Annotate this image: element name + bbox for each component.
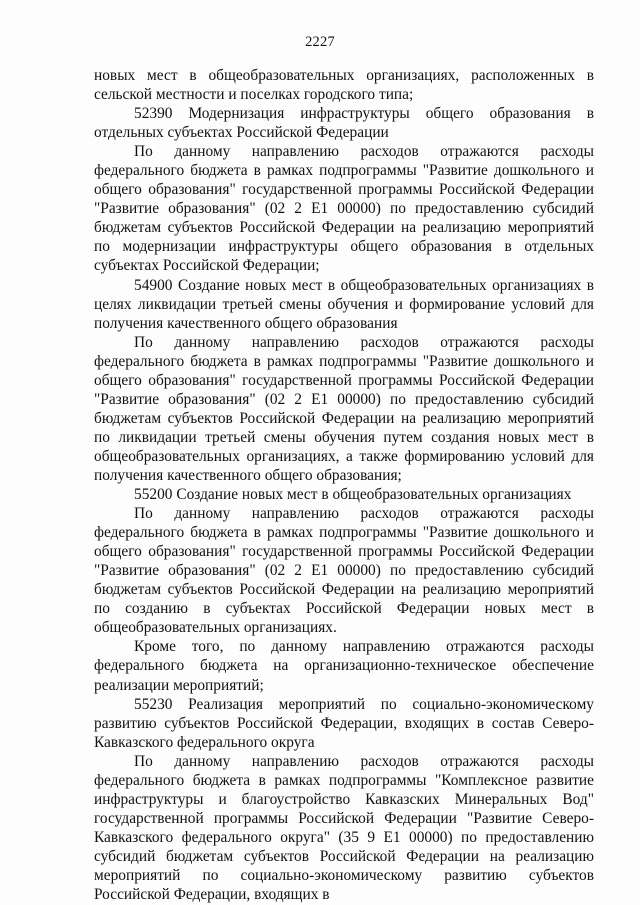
paragraph-description-55230: По данному направлению расходов отражаются расходы федерального бюджета в рамках подпрограммы "Комплексное развитие инфраструктуры и благоустройство Кавказских Минеральных Вод" государственной программы Российской Федерации "Развитие Северо-Кавказского федерального округа" (35 9 Е1 00000) по предоставлению субсидий бюджетам субъектов Российской Федерации на реализацию мероприятий по социально-экономическому развитию субъектов Российской Федерации, входящих в [94,752,594,904]
paragraph-description-54900: По данному направлению расходов отражаются расходы федерального бюджета в рамках подпрограммы "Развитие дошкольного и общего образования" государственной программы Российской Федерации "Развитие образования" (02 2 Е1 00000) по предоставлению субсидий бюджетам субъектов Российской Федерации на реализацию мероприятий по ликвидации третьей смены обучения путем создания новых мест в общеобразовательных организациях, а также формированию условий для получения качественного общего образования; [94,333,594,484]
paragraph-description-52390: По данному направлению расходов отражаются расходы федерального бюджета в рамках подпрограммы "Развитие дошкольного и общего образования" государственной программы Российской Федерации "Развитие образования" (02 2 Е1 00000) по предоставлению субсидий бюджетам субъектов Российской Федерации на реализацию мероприятий по модернизации инфраструктуры общего образования в отдельных субъектах Российской Федерации; [94,143,594,275]
expense-code-heading-55230: 55230 Реализация мероприятий по социально-экономическому развитию субъектов Российской Федерации, входящих в состав Северо-Кавказского федерального округа [94,695,594,751]
paragraph-additional-55200: Кроме того, по данному направлению отражаются расходы федерального бюджета на организационно-техническое обеспечение реализации мероприятий; [94,638,594,694]
expense-code-heading-55200: 55200 Создание новых мест в общеобразовательных организациях [134,486,572,504]
paragraph-continuation: новых мест в общеобразовательных организациях, расположенных в сельской местности и поселках городского типа; [94,67,594,104]
document-body [94,66,594,904]
expense-code-heading-52390: 52390 Модернизация инфраструктуры общего образования в отдельных субъектах Российской Федерации [94,105,594,142]
page-number: 2227 [305,34,335,50]
paragraph-description-55200: По данному направлению расходов отражаются расходы федерального бюджета в рамках подпрограммы "Развитие дошкольного и общего образования" государственной программы Российской Федерации "Развитие образования" (02 2 Е1 00000) по предоставлению субсидий бюджетам субъектов Российской Федерации на реализацию мероприятий по созданию в субъектах Российской Федерации новых мест в общеобразовательных организациях. [94,505,594,637]
expense-code-heading-54900: 54900 Создание новых мест в общеобразовательных организациях в целях ликвидации третьей смены обучения и формирование условий для получения качественного общего образования [94,276,594,332]
